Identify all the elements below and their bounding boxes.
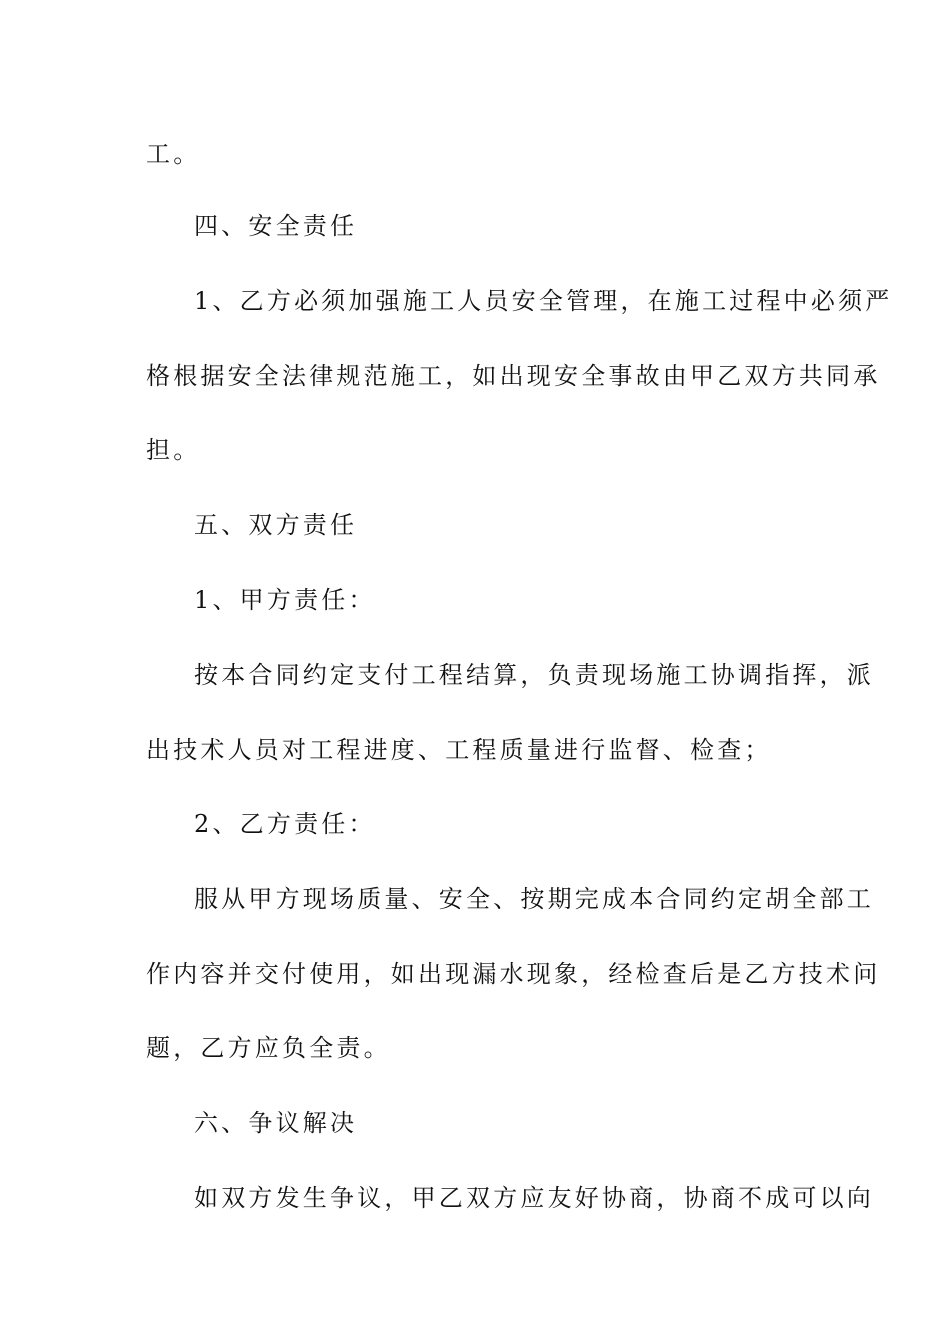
clause-line: 题，乙方应负全责。 xyxy=(146,1034,391,1062)
section-heading-dispute: 六、争议解决 xyxy=(194,1109,358,1137)
clause-line: 出技术人员对工程进度、工程质量进行监督、检查； xyxy=(146,736,772,764)
subheading-party-b: 2、乙方责任： xyxy=(194,810,376,838)
subheading-party-a: 1、甲方责任： xyxy=(194,586,376,614)
section-heading-responsibilities: 五、双方责任 xyxy=(194,511,358,539)
clause-line: 担。 xyxy=(146,436,201,464)
clause-line: 服从甲方现场质量、安全、按期完成本合同约定胡全部工 xyxy=(194,885,874,913)
paragraph-continuation-line: 工。 xyxy=(146,140,201,168)
clause-line: 作内容并交付使用，如出现漏水现象，经检查后是乙方技术问 xyxy=(146,960,881,988)
section-heading-safety: 四、安全责任 xyxy=(194,212,358,240)
clause-line: 按本合同约定支付工程结算，负责现场施工协调指挥，派 xyxy=(194,661,874,689)
clause-line: 格根据安全法律规范施工，如出现安全事故由甲乙双方共同承 xyxy=(146,362,881,390)
clause-line: 如双方发生争议，甲乙双方应友好协商，协商不成可以向 xyxy=(194,1184,874,1212)
clause-line: 1、乙方必须加强施工人员安全管理，在施工过程中必须严 xyxy=(194,287,893,315)
